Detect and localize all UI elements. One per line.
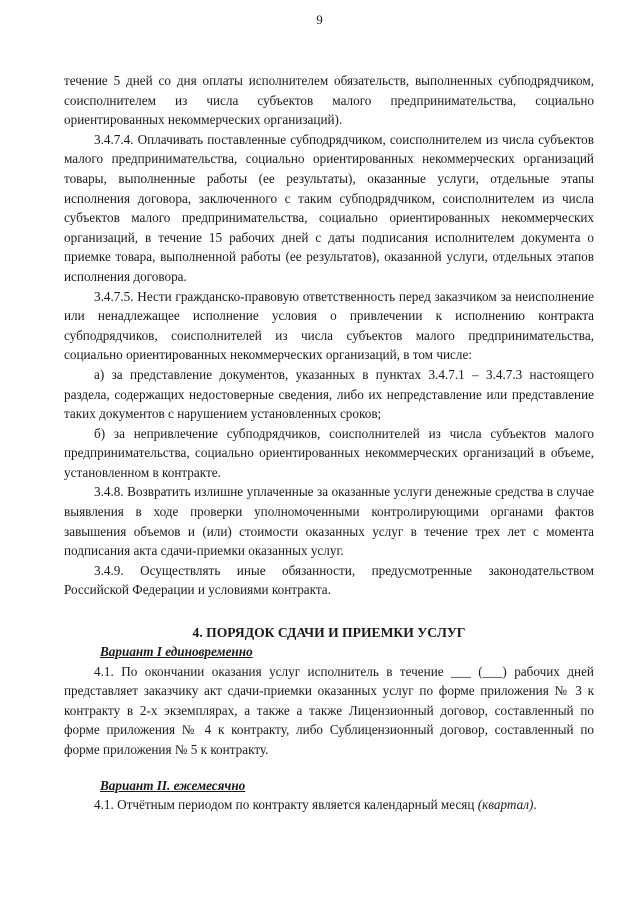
paragraph-4-1-variant-one: 4.1. По окончании оказания услуг исполнитель в течение ___ (___) рабочих дней представляет заказчику акт сдачи-приемки оказанных услуг по форме приложения № 3 к контракту в 2-х экземплярах, а также а также Лицензионный договор, составленный по форме приложения № 4 к контракту, либо Сублицензионный договор, составленный по форме приложения № 5 к контракту. <box>64 663 594 757</box>
paragraph-4-1-variant-two-text: 4.1. Отчётным периодом по контракту является календарный месяц <box>94 797 478 813</box>
paragraph-4-1-variant-two <box>64 795 594 815</box>
variant-one-label: Вариант I единовременно <box>100 644 253 660</box>
paragraph-item-a: а) за представление документов, указанных в пунктах 3.4.7.1 – 3.4.7.3 настоящего раздела, содержащих недостоверные сведения, либо их непредставление или представление таких документов с нарушением установленных сроков; <box>64 366 594 422</box>
paragraph-continuation: течение 5 дней со дня оплаты исполнителем обязательств, выполненных субподрядчиком, соисполнителем из числа субъектов малого предпринимательства, социально ориентированных некоммерческих организаций). <box>64 73 594 128</box>
section-heading: 4. ПОРЯДОК СДАЧИ И ПРИЕМКИ УСЛУГ <box>192 625 466 641</box>
variant-two-label: Вариант II. ежемесячно <box>100 777 246 793</box>
paragraph-4-1-variant-two-italic: (квартал) <box>477 797 534 813</box>
paragraph-3-4-8: 3.4.8. Возвратить излишне уплаченные за оказанные услуги денежные средства в случае выявления в ходе проверки уполномоченными контролирующими органами фактов завышения объемов и (или) стоимости оказанных услуг в течение трех лет с момента подписания акта сдачи-приемки оказанных услуг. <box>64 484 594 559</box>
paragraph-item-b: б) за непривлечение субподрядчиков, соисполнителей из числа субъектов малого предпринимательства, социально ориентированных некоммерческих организаций в объеме, установленном в контракте. <box>64 425 594 480</box>
paragraph-3-4-7-4: 3.4.7.4. Оплачивать поставленные субподрядчиком, соисполнителем из числа субъектов малого предпринимательства, социально ориентированных некоммерческих организаций товары, выполненные работы (ее результаты), оказанные услуги, отдельные этапы исполнения договора, заключенного с таким субподрядчиком, соисполнителем из числа субъектов малого предпринимательства, социально ориентированных некоммерческих организаций, в течение 15 рабочих дней с даты подписания исполнителем документа о приемке товара, выполненной работы (ее результатов), оказанной услуги, отдельных этапов исполнения договора. <box>64 131 594 284</box>
page-number: 9 <box>316 12 323 27</box>
paragraph-3-4-7-5: 3.4.7.5. Нести гражданско-правовую ответственность перед заказчиком за неисполнение или ненадлежащее исполнение условия о привлечении к исполнению контракта субподрядчиков, соисполнителей из числа субъектов малого предпринимательства, социально ориентированных некоммерческих организаций, в том числе: <box>64 288 594 363</box>
document-body <box>64 71 594 815</box>
paragraph-3-4-9: 3.4.9. Осуществлять иные обязанности, предусмотренные законодательством Российской Федерации и условиями контракта. <box>64 562 594 598</box>
paragraph-4-1-variant-two-end: . <box>533 797 537 813</box>
